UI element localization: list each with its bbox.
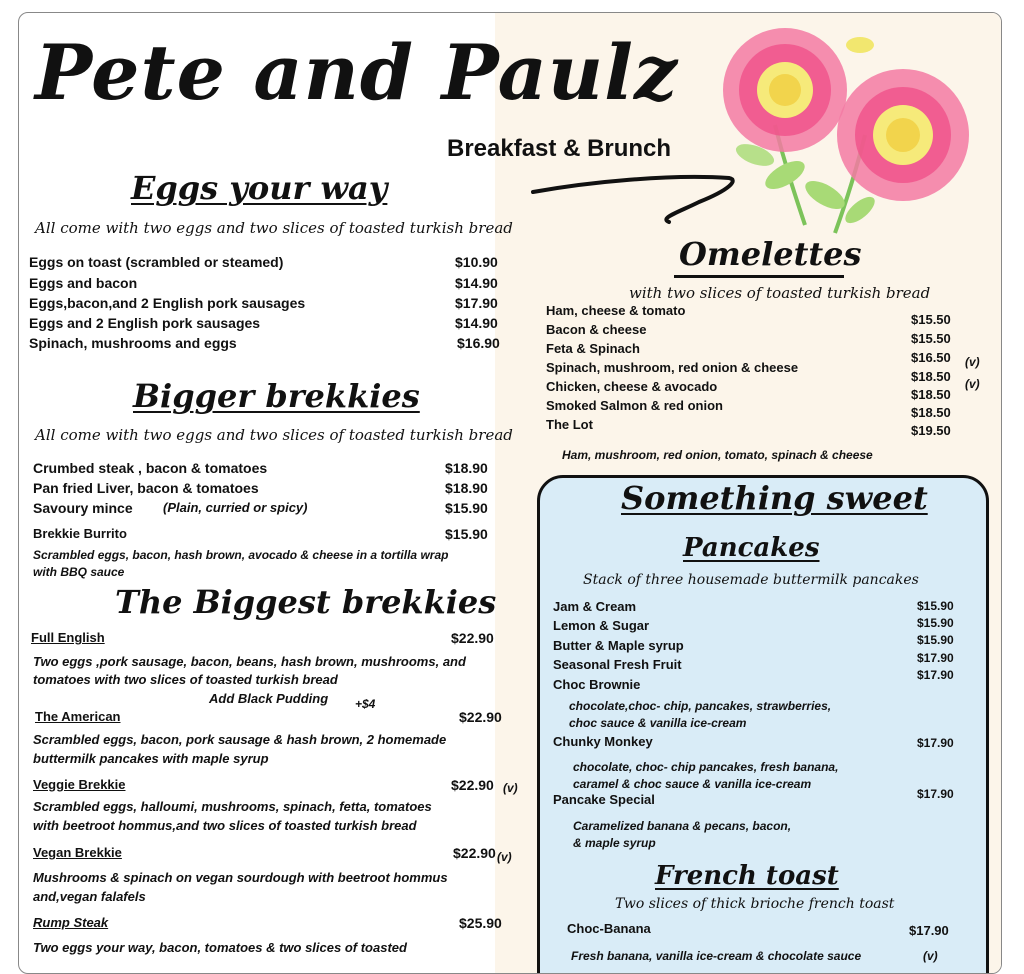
omelette-item-name: Feta & Spinach: [546, 341, 640, 356]
omelette-tag: (v): [965, 377, 980, 391]
choc-banana-price: $17.90: [909, 923, 949, 938]
eggs-item-name: Eggs and 2 English pork sausages: [29, 315, 261, 331]
bigger-item-price: $18.90: [445, 460, 488, 476]
menu-page: [18, 12, 1002, 974]
chunky-monkey-desc: chocolate, choc- chip pancakes, fresh banana,: [573, 760, 839, 774]
flowers-icon: [685, 12, 1001, 235]
eggs-item-price: $10.90: [455, 254, 498, 270]
pancake-item-price: $15.90: [917, 616, 954, 630]
brand-subtitle: Breakfast & Brunch: [447, 135, 672, 162]
omelette-item-price: $19.50: [911, 423, 951, 438]
brand-title: Pete and Paulz: [35, 28, 679, 117]
chunky-monkey-desc: caramel & choc sauce & vanilla ice-cream: [573, 777, 812, 791]
bigger-note: All come with two eggs and two slices of toasted turkish bread: [35, 426, 513, 444]
bigger-item-name: Savoury mince: [33, 500, 133, 516]
chunky-monkey-name: Chunky Monkey: [553, 734, 653, 749]
sweet-title: Something sweet: [621, 479, 928, 517]
veggie-desc: Scrambled eggs, halloumi, mushrooms, spinach, fetta, tomatoes: [33, 799, 432, 814]
omelettes-underline: [674, 275, 844, 278]
choc-banana-name: Choc-Banana: [567, 921, 651, 936]
pancake-item-name: Seasonal Fresh Fruit: [553, 657, 682, 672]
vegan-price: $22.90: [453, 845, 496, 861]
choc-banana-desc: Fresh banana, vanilla ice-cream & chocolate sauce: [571, 949, 862, 963]
omelette-item-name: The Lot: [546, 417, 593, 432]
bigger-item-name: Crumbed steak , bacon & tomatoes: [33, 460, 268, 476]
pancake-special-desc: Caramelized banana & pecans, bacon,: [573, 819, 792, 833]
pancake-special-desc: & maple syrup: [573, 836, 656, 850]
rump-name: Rump Steak: [33, 915, 109, 930]
eggs-item-price: $14.90: [455, 275, 498, 291]
eggs-item-name: Eggs,bacon,and 2 English pork sausages: [29, 295, 306, 311]
veggie-tag: (v): [503, 781, 518, 795]
brownie-desc: choc sauce & vanilla ice-cream: [569, 716, 747, 730]
pancake-item-name: Jam & Cream: [553, 599, 637, 614]
omelette-item-price: $15.50: [911, 331, 951, 346]
bigger-item-price: $18.90: [445, 480, 488, 496]
pancakes-note: Stack of three housemade buttermilk pancakes: [583, 572, 919, 588]
pancakes-title: Pancakes: [683, 533, 820, 563]
omelette-item-name: Spinach, mushroom, red onion & cheese: [546, 360, 799, 375]
american-desc: Scrambled eggs, bacon, pork sausage & hash brown, 2 homemade: [33, 732, 447, 747]
eggs-item-name: Eggs on toast (scrambled or steamed): [29, 254, 284, 270]
vegan-name: Vegan Brekkie: [33, 845, 122, 860]
american-name: The American: [35, 709, 121, 724]
omelette-item-name: Bacon & cheese: [546, 322, 647, 337]
pancake-item-name: Lemon & Sugar: [553, 618, 650, 633]
omelettes-title: Omelettes: [679, 235, 862, 273]
pancake-item-price: $17.90: [917, 651, 954, 665]
vegan-tag: (v): [497, 850, 512, 864]
full-english-desc: tomatoes with two slices of toasted turkish bread: [33, 672, 338, 687]
american-price: $22.90: [459, 709, 502, 725]
the-lot-desc: Ham, mushroom, red onion, tomato, spinach & cheese: [562, 448, 873, 462]
burrito-desc: with BBQ sauce: [33, 565, 125, 579]
full-english-name: Full English: [31, 630, 105, 645]
omelette-item-price: $16.50: [911, 350, 951, 365]
pancake-item-price: $15.90: [917, 633, 954, 647]
omelette-item-name: Smoked Salmon & red onion: [546, 398, 723, 413]
black-pudding-addon: Add Black Pudding: [209, 691, 329, 706]
bigger-item-price: $15.90: [445, 500, 488, 516]
omelettes-note: with two slices of toasted turkish bread: [629, 284, 931, 302]
french-toast-note: Two slices of thick brioche french toast: [615, 896, 895, 912]
veggie-name: Veggie Brekkie: [33, 777, 126, 792]
eggs-item-price: $16.90: [457, 335, 500, 351]
eggs-item-price: $14.90: [455, 315, 498, 331]
pancake-item-price: $15.90: [917, 599, 954, 613]
pancake-special-price: $17.90: [917, 787, 954, 801]
full-english-price: $22.90: [451, 630, 494, 646]
brownie-desc: chocolate,choc- chip, pancakes, strawberries,: [569, 699, 832, 713]
french-toast-title: French toast: [655, 861, 839, 891]
full-english-desc: Two eggs ,pork sausage, bacon, beans, hash brown, mushrooms, and: [33, 654, 466, 669]
pancake-special-name: Pancake Special: [553, 792, 655, 807]
eggs-title: Eggs your way: [131, 169, 388, 207]
burrito-desc: Scrambled eggs, bacon, hash brown, avocado & cheese in a tortilla wrap: [33, 548, 449, 562]
omelette-item-price: $18.50: [911, 369, 951, 384]
veggie-price: $22.90: [451, 777, 494, 793]
choc-banana-tag: (v): [923, 949, 938, 963]
omelette-item-name: Chicken, cheese & avocado: [546, 379, 718, 394]
veggie-desc: with beetroot hommus,and two slices of toasted turkish bread: [33, 818, 417, 833]
omelette-tag: (v): [965, 355, 980, 369]
pancake-item-price: $17.90: [917, 668, 954, 682]
chunky-monkey-price: $17.90: [917, 736, 954, 750]
black-pudding-price: +$4: [355, 697, 376, 711]
eggs-note: All come with two eggs and two slices of toasted turkish bread: [35, 219, 513, 237]
rump-desc: Two eggs your way, bacon, tomatoes & two slices of toasted: [33, 940, 407, 955]
omelette-item-price: $18.50: [911, 387, 951, 402]
vegan-desc: and,vegan falafels: [33, 889, 146, 904]
omelette-item-name: Ham, cheese & tomato: [546, 303, 686, 318]
bigger-item-name: Brekkie Burrito: [33, 526, 127, 541]
bigger-title: Bigger brekkies: [133, 377, 420, 415]
american-desc: buttermilk pancakes with maple syrup: [33, 751, 269, 766]
bigger-item-price: $15.90: [445, 526, 488, 542]
eggs-item-price: $17.90: [455, 295, 498, 311]
rump-price: $25.90: [459, 915, 502, 931]
omelette-item-price: $18.50: [911, 405, 951, 420]
mince-options: (Plain, curried or spicy): [163, 500, 308, 515]
pancake-item-name: Choc Brownie: [553, 677, 641, 692]
omelette-item-price: $15.50: [911, 312, 951, 327]
bigger-item-name: Pan fried Liver, bacon & tomatoes: [33, 480, 259, 496]
pancake-item-name: Butter & Maple syrup: [553, 638, 684, 653]
vegan-desc: Mushrooms & spinach on vegan sourdough with beetroot hommus: [33, 870, 448, 885]
biggest-title: The Biggest brekkies: [115, 583, 497, 621]
eggs-item-name: Spinach, mushrooms and eggs: [29, 335, 237, 351]
eggs-item-name: Eggs and bacon: [29, 275, 138, 291]
